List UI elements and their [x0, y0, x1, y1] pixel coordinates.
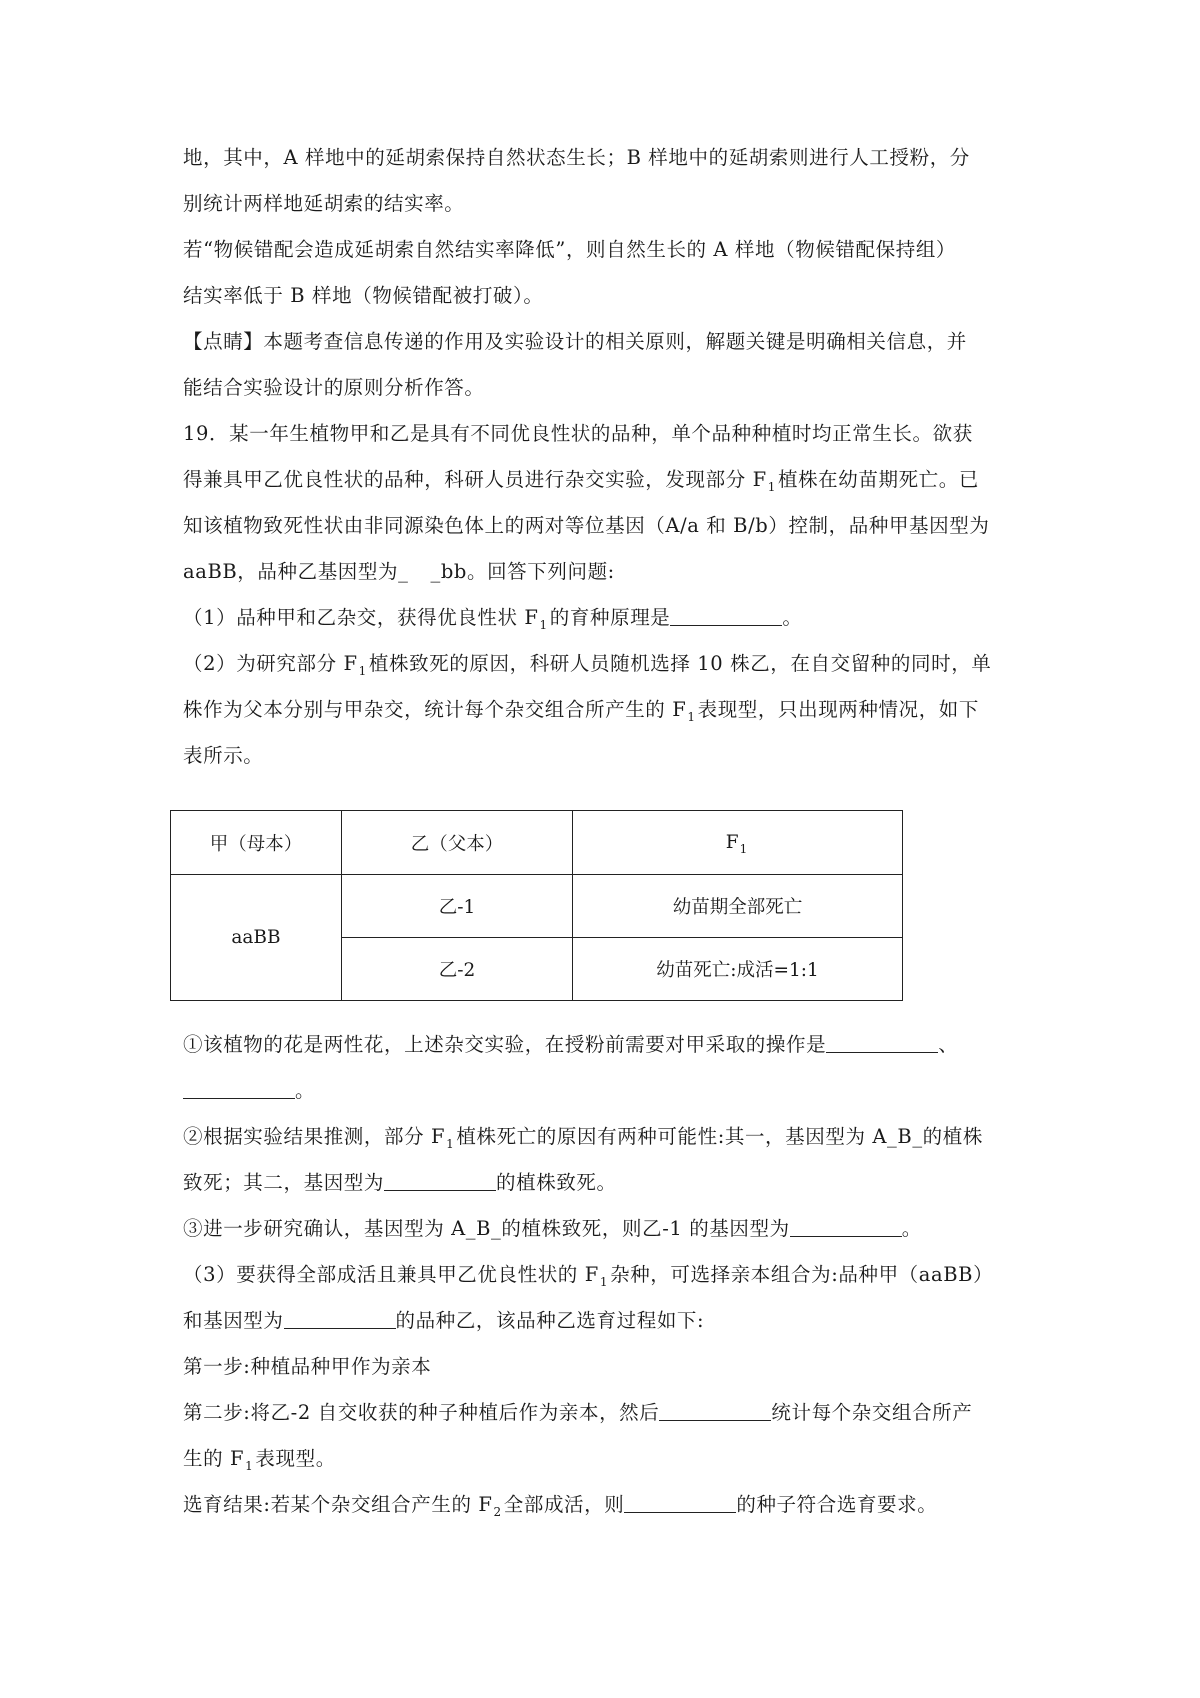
text-span: （3）要获得全部成活且兼具甲乙优良性状的 F — [183, 1263, 599, 1286]
question-3 — [183, 1262, 993, 1290]
text-span: 全部成活，则 — [503, 1493, 625, 1516]
subscript: 1 — [245, 1459, 254, 1473]
text-span: 的种子符合选育要求。 — [736, 1493, 938, 1516]
answer-blank[interactable] — [826, 1032, 938, 1053]
question-2-1 — [183, 1032, 958, 1058]
question-1 — [183, 605, 803, 633]
text-span: 植株在幼苗期死亡。已 — [777, 468, 979, 491]
text-span: ①该植物的花是两性花，上述杂交实验，在授粉前需要对甲采取的操作是 — [183, 1033, 827, 1056]
text-span: 。 — [782, 606, 803, 629]
text-span: （1）品种甲和乙杂交，获得优良性状 F — [183, 606, 539, 629]
text-span: 表现型。 — [255, 1447, 336, 1470]
text-line — [183, 375, 485, 401]
text-span: 表现型，只出现两种情况，如下 — [697, 698, 979, 721]
question-2 — [183, 651, 991, 679]
header-f1-label: F — [725, 832, 739, 853]
subscript: 1 — [687, 710, 696, 724]
answer-blank[interactable] — [659, 1400, 771, 1421]
text-line — [183, 1078, 315, 1104]
text-line — [183, 145, 970, 171]
text-line — [183, 191, 464, 217]
table-row — [171, 875, 903, 938]
text-span: 生的 F — [183, 1447, 245, 1470]
selection-result — [183, 1492, 937, 1520]
text-span: 植株死亡的原因有两种可能性:其一，基因型为 A_B_的植株 — [456, 1125, 983, 1148]
question-2-3 — [183, 1216, 922, 1242]
text-span: 致死；其二，基因型为 — [183, 1171, 385, 1194]
text-span: 、 — [938, 1033, 959, 1056]
text-span: 。 — [295, 1079, 316, 1102]
text-span: 结实率低于 B 样地（物候错配被打破）。 — [183, 284, 544, 307]
text-span: _bb。回答下列问题: — [430, 560, 615, 583]
text-span: aaBB，品种乙基因型为_ — [183, 560, 409, 583]
subscript: 1 — [767, 480, 776, 494]
text-span: ②根据实验结果推测，部分 F — [183, 1125, 446, 1148]
text-span: 表所示。 — [183, 744, 264, 767]
answer-blank[interactable] — [670, 605, 782, 626]
text-span: 统计每个杂交组合所产 — [771, 1401, 973, 1424]
cell-f1: 幼苗期全部死亡 — [573, 875, 903, 938]
text-span: 知该植物致死性状由非同源染色体上的两对等位基因（A/a 和 B/b）控制，品种甲基因型为 — [183, 514, 990, 537]
text-span: （2）为研究部分 F — [183, 652, 358, 675]
text-span: ③进一步研究确认，基因型为 A_B_的植株致死，则乙-1 的基因型为 — [183, 1217, 790, 1240]
text-span: 【点睛】本题考查信息传递的作用及实验设计的相关原则，解题关键是明确相关信息，并 — [183, 330, 967, 353]
text-line — [183, 1170, 617, 1196]
dianjing-paragraph — [183, 329, 967, 355]
header-father: 乙（父本） — [342, 811, 573, 875]
table-header-row — [171, 811, 903, 875]
text-line — [183, 237, 956, 263]
text-line — [183, 283, 543, 309]
answer-blank[interactable] — [284, 1308, 396, 1329]
text-line — [183, 1446, 336, 1474]
answer-blank[interactable] — [790, 1216, 902, 1237]
header-mother: 甲（母本） — [171, 811, 342, 875]
text-line — [183, 559, 615, 585]
text-span: 别统计两样地延胡索的结实率。 — [183, 192, 465, 215]
question-19-stem — [183, 421, 973, 447]
cell-f1: 幼苗死亡:成活=1:1 — [573, 938, 903, 1001]
text-line — [183, 1308, 704, 1334]
text-span: 的植株致死。 — [496, 1171, 617, 1194]
text-span: 株作为父本分别与甲杂交，统计每个杂交组合所产生的 F — [183, 698, 687, 721]
text-span: 能结合实验设计的原则分析作答。 — [183, 376, 485, 399]
answer-blank[interactable] — [183, 1078, 295, 1099]
text-line — [183, 467, 979, 495]
text-span: 得兼具甲乙优良性状的品种，科研人员进行杂交实验，发现部分 F — [183, 468, 767, 491]
answer-blank[interactable] — [384, 1170, 496, 1191]
text-span: 。 — [901, 1217, 922, 1240]
text-line — [183, 743, 263, 769]
cell-mother-genotype: aaBB — [171, 875, 342, 1001]
step-one — [183, 1354, 431, 1380]
text-span: 的育种原理是 — [549, 606, 671, 629]
text-span: 第一步:种植品种甲作为亲本 — [183, 1355, 432, 1378]
text-line — [183, 697, 979, 725]
text-span: 第二步:将乙-2 自交收获的种子种植后作为亲本，然后 — [183, 1401, 660, 1424]
cell-father: 乙-1 — [342, 875, 573, 938]
text-span: 选育结果:若某个杂交组合产生的 F — [183, 1493, 493, 1516]
step-two — [183, 1400, 972, 1426]
header-f1 — [573, 811, 903, 875]
text-span: 植株致死的原因，科研人员随机选择 10 株乙，在自交留种的同时，单 — [368, 652, 992, 675]
text-span: 和基因型为 — [183, 1309, 284, 1332]
question-2-2 — [183, 1124, 983, 1152]
text-span: 杂种，可选择亲本组合为:品种甲（aaBB） — [610, 1263, 994, 1286]
text-line — [183, 513, 989, 539]
subscript: 1 — [599, 1275, 609, 1289]
hybrid-results-table — [170, 810, 903, 1001]
text-span: 的品种乙，该品种乙选育过程如下: — [395, 1309, 705, 1332]
cell-father: 乙-2 — [342, 938, 573, 1001]
text-span: 地，其中，A 样地中的延胡索保持自然状态生长；B 样地中的延胡索则进行人工授粉，分 — [183, 146, 970, 169]
answer-blank[interactable] — [624, 1492, 736, 1513]
subscript: 1 — [358, 664, 367, 678]
subscript: 1 — [739, 842, 748, 856]
text-span: 若“物候错配会造成延胡索自然结实率降低”，则自然生长的 A 样地（物候错配保持组） — [183, 238, 957, 261]
subscript: 1 — [539, 618, 548, 632]
text-span: 19．某一年生植物甲和乙是具有不同优良性状的品种，单个品种种植时均正常生长。欲获 — [183, 422, 973, 445]
subscript: 1 — [446, 1137, 455, 1151]
subscript: 2 — [493, 1505, 502, 1519]
